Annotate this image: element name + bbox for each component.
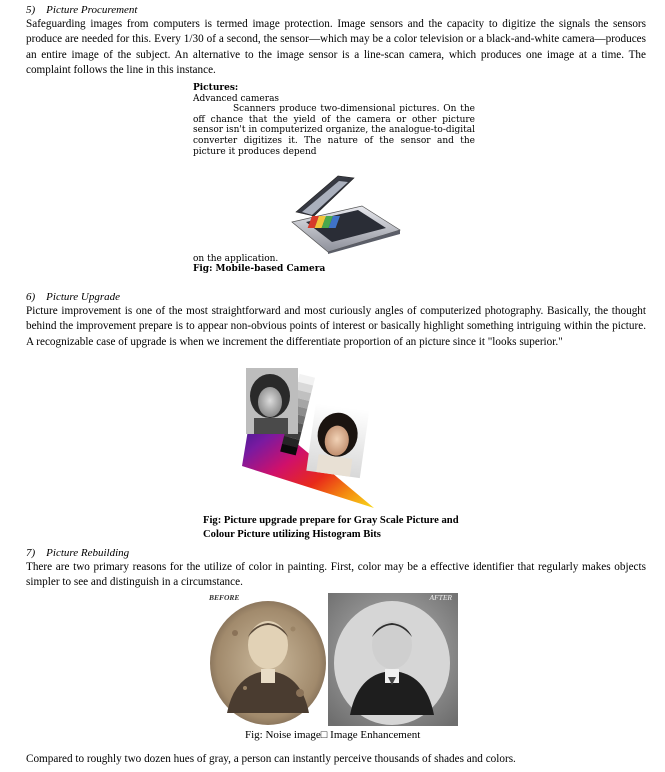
after-panel — [328, 593, 458, 726]
figure-1-subtitle: Advanced cameras — [193, 93, 280, 104]
figure-1-title: Pictures: — [193, 83, 239, 93]
figure-1-tail: on the application. — [193, 254, 279, 264]
figure-scanner — [193, 83, 475, 157]
colour-photo — [306, 403, 369, 478]
section-7-paragraph: There are two primary reasons for the utilize of color in painting. First, color may be a effective identifier that regularly makes objects simpler to see and distinguish in a circumstance. — [26, 561, 646, 589]
section-5-heading: 5) Picture Procurement — [26, 4, 138, 16]
scanner-image — [288, 172, 403, 254]
before-label: BEFORE — [209, 593, 240, 602]
figure-1-text: Scanners produce two-dimensional pictures. On the off chance that the yield of the camera or other picture sensor isn't in computerized organize, the analogue-to-digital converter digitizes it. The nature of the sensor and the picture it produces depend — [193, 104, 475, 157]
after-label: AFTER — [429, 593, 452, 602]
figure-1-caption: Fig: Mobile-based Camera — [193, 264, 326, 274]
section-5-paragraph: Safeguarding images from computers is termed image protection. Image sensors and the capacity to digitize the signals the sensors produce are needed for this. Every 1/30 of a second, the sensor—which may be a color television or a black-and-white camera—produces an entire image of the subject. An alternative to the image sensor is a line-scan camera, which produces one image at a time. The complaint follows the line in this instance. — [26, 18, 646, 76]
grayscale-photo — [246, 368, 298, 434]
section-6-paragraph: Picture improvement is one of the most straightforward and most curiously angles of computerized photography. Basically, the thought behind the improvement prepare is to appear non-obvious points of interest or basically highlight something intriguing within the picture. A recognizable case of upgrade is when we increment the differentiate proportion of an picture since it "looks superior." — [26, 305, 646, 348]
figure-2-caption-line-2: Colour Picture utilizing Histogram Bits — [203, 529, 381, 540]
before-panel — [205, 593, 331, 726]
enhancement-illustration — [232, 366, 377, 511]
section-6-heading: 6) Picture Upgrade — [26, 291, 120, 303]
figure-2-caption-line-1: Fig: Picture upgrade prepare for Gray Scale Picture and — [203, 515, 459, 526]
section-7-heading: 7) Picture Rebuilding — [26, 547, 130, 559]
figure-3-caption: Fig: Noise image□ Image Enhancement — [245, 729, 421, 741]
closing-paragraph: Compared to roughly two dozen hues of gray, a person can instantly perceive thousands of shades and colors. — [26, 753, 516, 765]
